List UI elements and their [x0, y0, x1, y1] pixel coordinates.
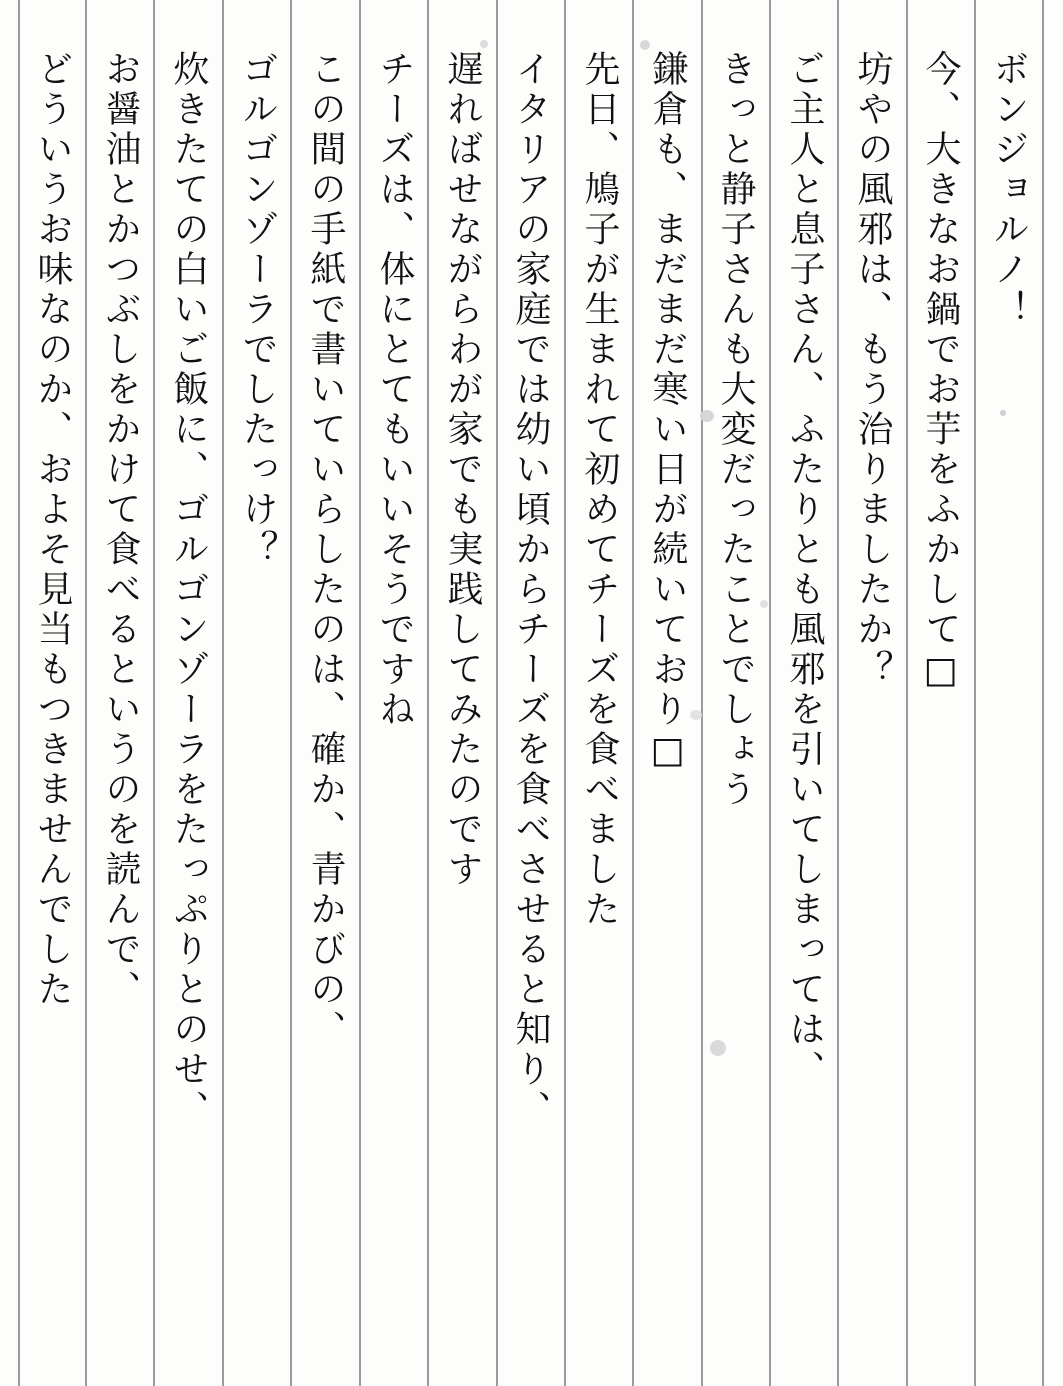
paper-speck — [480, 40, 488, 48]
letter-line-4: ご主人と息子さん、ふたりとも風邪を引いてしまっては、 — [784, 50, 825, 1090]
ruled-line — [564, 0, 566, 1386]
ruled-line — [496, 0, 498, 1386]
letter-line-8: イタリアの家庭では幼い頃からチーズを食べさせると知り、 — [510, 50, 551, 1130]
letter-line-9: 遅ればせながらわが家でも実践してみたのです — [442, 50, 483, 890]
letter-line-1: ボンジョルノ！ — [988, 50, 1029, 330]
letter-line-15: どういうお味なのか、およそ見当もつきませんでした — [32, 50, 73, 1010]
letter-line-12: ゴルゴンゾーラでしたっけ？ — [237, 50, 278, 570]
ruled-line — [290, 0, 292, 1386]
ruled-line — [1042, 0, 1044, 1386]
ruled-line — [837, 0, 839, 1386]
ruled-line — [769, 0, 771, 1386]
paper-speck — [1000, 410, 1006, 416]
ruled-line — [222, 0, 224, 1386]
ruled-line — [85, 0, 87, 1386]
paper-speck — [710, 1040, 726, 1056]
letter-line-14: お醤油とかつぶしをかけて食べるというのを読んで、 — [100, 50, 141, 1010]
letter-line-11: この間の手紙で書いていらしたのは、確か、青かびの、 — [305, 50, 346, 1050]
ruled-line — [906, 0, 908, 1386]
letter-line-2: 今、大きなお鍋でお芋をふかして□ — [920, 50, 961, 695]
ruled-line — [18, 0, 20, 1386]
ruled-line — [427, 0, 429, 1386]
letter-line-5: きっと静子さんも大変だったことでしょう — [715, 50, 756, 810]
paper-speck — [640, 40, 650, 50]
ruled-line — [359, 0, 361, 1386]
ruled-line — [632, 0, 634, 1386]
letter-line-6: 鎌倉も、まだまだ寒い日が続いており□ — [647, 50, 688, 775]
letter-line-3: 坊やの風邪は、もう治りましたか？ — [852, 50, 893, 690]
ruled-line — [974, 0, 976, 1386]
ruled-line — [701, 0, 703, 1386]
letter-line-10: チーズは、体にとてもいいそうですね — [374, 50, 415, 730]
ruled-line — [153, 0, 155, 1386]
letter-line-7: 先日、鳩子が生まれて初めてチーズを食べました — [579, 50, 620, 930]
letter-line-13: 炊きたての白いご飯に、ゴルゴンゾーラをたっぷりとのせ、 — [168, 50, 209, 1130]
